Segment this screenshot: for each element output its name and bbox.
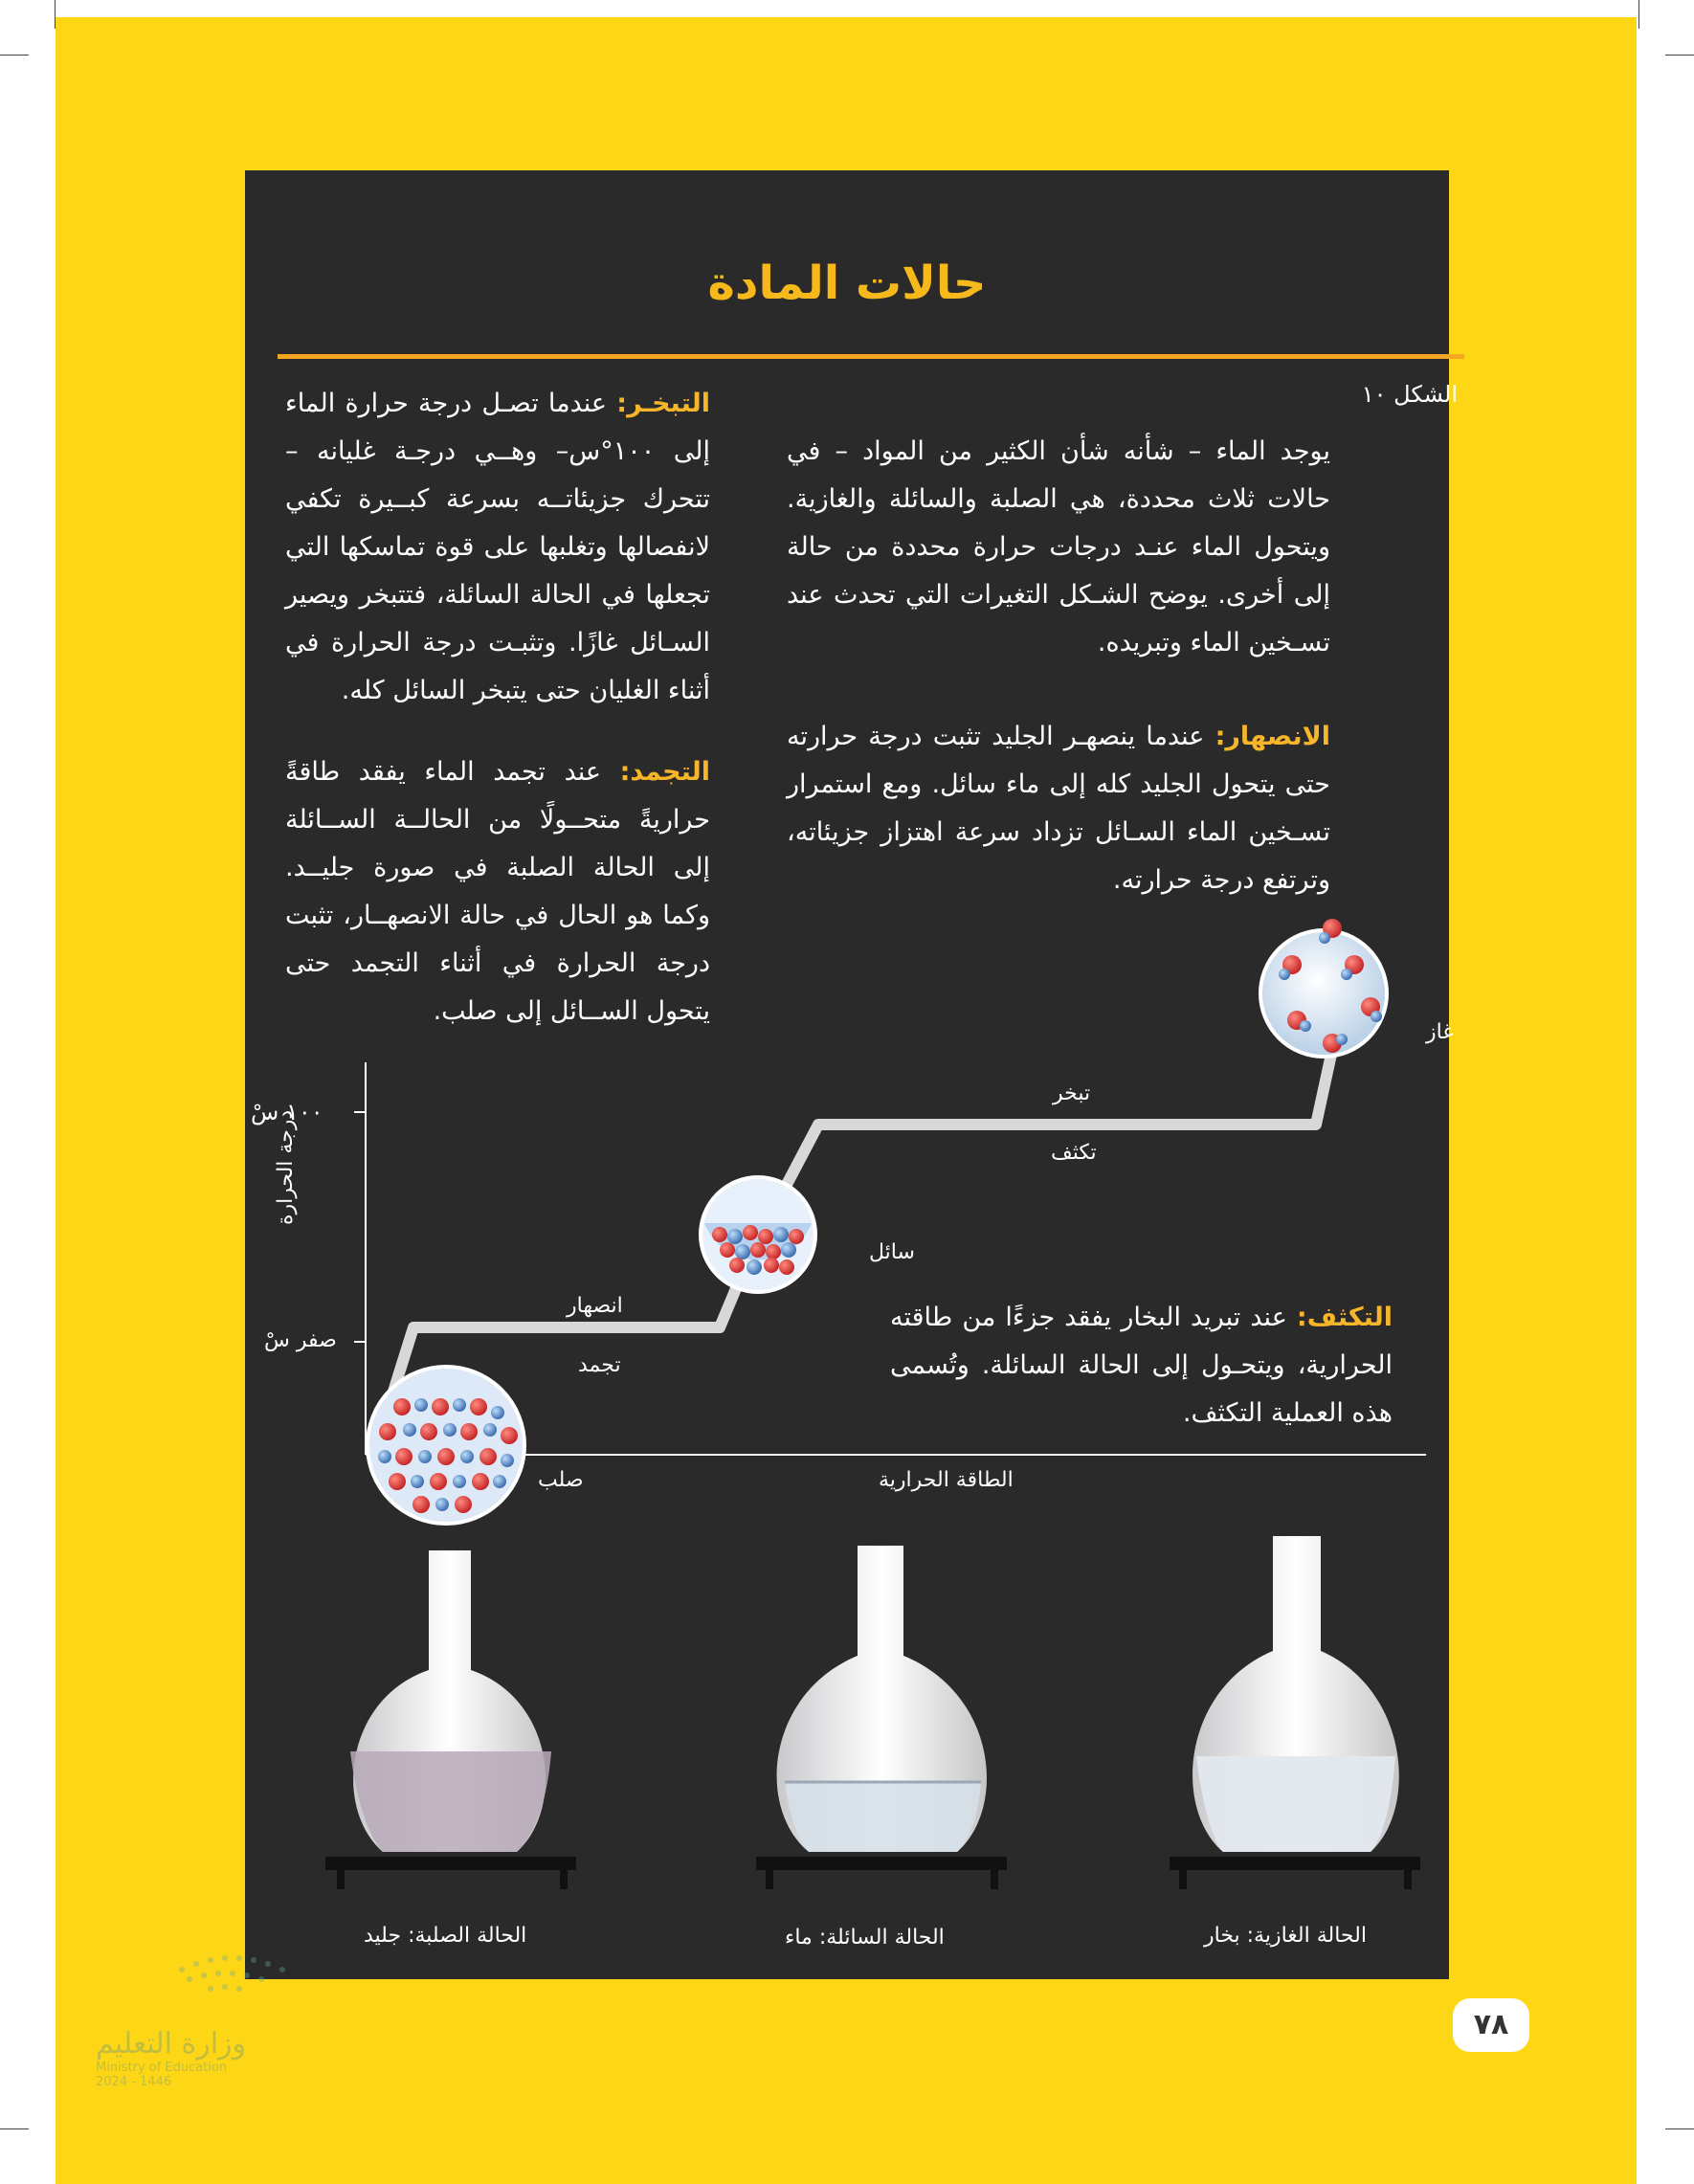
ministry-logo (96, 2027, 278, 2089)
page-title: حالات المادة (707, 256, 987, 310)
x-axis-label: الطاقة الحرارية (879, 1468, 1014, 1492)
flask-liquid-icon (756, 1546, 1007, 1889)
condensation-term: التكثف: (1296, 1303, 1393, 1332)
freezing-text: عند تجمد الماء يفقد طاقةً حراريةً متحــولًا من الحالــة الســائلة إلى الحالة الصلبة في صورة جليــد. وكما هو الحال في حالة الانصهــار، تثبت درجة الحرارة في أثناء التجمد حتى يتحول الســائل إلى صلب. (285, 757, 710, 1026)
heating-curve-line (378, 1014, 1340, 1440)
melting-text: عندما ينصهـر الجليد تثبت درجة حرارته حتى يتحول الجليد كله إلى ماء سائل. ومع استمرار تسـخين الماء السـائل تزداد سرعة اهتزاز جزيئاته، وترتفع درجة حرارته. (787, 722, 1330, 895)
ministry-name-en: Ministry of Education (96, 2061, 228, 2075)
flask-solid-icon (325, 1550, 576, 1889)
freezing-term: التجمد: (619, 757, 710, 787)
y-axis-label: درجة الحرارة (274, 1109, 298, 1225)
caption-gas: الحالة الغازية: بخار (1204, 1924, 1367, 1948)
caption-solid: الحالة الصلبة: جليد (364, 1924, 527, 1948)
label-condensing: تكثف (1051, 1141, 1097, 1165)
vaporization-term: التبخـر: (616, 389, 710, 418)
flask-gas-icon (1170, 1536, 1420, 1889)
liquid-molecules-icon (701, 1177, 815, 1292)
label-melting: انصهار (567, 1294, 623, 1318)
melting-term: الانصهار: (1215, 722, 1330, 751)
ministry-logo-icon (179, 1955, 285, 1992)
ministry-year: 2024 - 1446 (96, 2075, 172, 2089)
tick-label-100: ١٠٠ سْ (251, 1099, 323, 1125)
label-liquid: سائل (869, 1240, 915, 1264)
tick-label-zero: صفر سْ (264, 1328, 337, 1352)
page-number: ٧٨ (1453, 1998, 1529, 2052)
caption-liquid: الحالة السائلة: ماء (785, 1926, 945, 1950)
ministry-name-ar: وزارة التعليم (96, 2027, 247, 2061)
condensation-text: عند تبريد البخار يفقد جزءًا من طاقته الحرارية، ويتحـول إلى الحالة السائلة. وتُسمى هذه العملية التكثف. (890, 1303, 1393, 1428)
figure-label: الشكل ١٠ (1361, 381, 1458, 408)
label-freezing: تجمد (578, 1353, 621, 1377)
label-boiling: تبخر (1053, 1081, 1091, 1105)
intro-paragraph: يوجد الماء – شأنه شأن الكثير من المواد – في حالات ثلاث محددة، هي الصلبة والسائلة والغازية. ويتحول الماء عنـد درجات حرارة محددة من حالة إلى أخرى. يوضح الشـكل التغيرات التي تحدث عند تسـخين الماء وتبريده. (787, 436, 1330, 657)
label-solid: صلب (538, 1468, 584, 1492)
solid-molecules-icon (368, 1367, 524, 1524)
vaporization-text: عندما تصـل درجة حرارة الماء إلى ١٠٠°س– وهــي درجـة غليانه – تتحرك جزيئاتــه بسرعة كبــيرة تكفي لانفصالها وتغلبها على قوة تماسكها التي تجعلها في الحالة السائلة، فتتبخر ويصير السـائل غازًا. وتثبـت درجة الحرارة في أثناء الغليان حتى يتبخر السائل كله. (285, 389, 710, 705)
gas-molecules-icon (1260, 919, 1387, 1057)
label-gas: غاز (1426, 1020, 1454, 1044)
